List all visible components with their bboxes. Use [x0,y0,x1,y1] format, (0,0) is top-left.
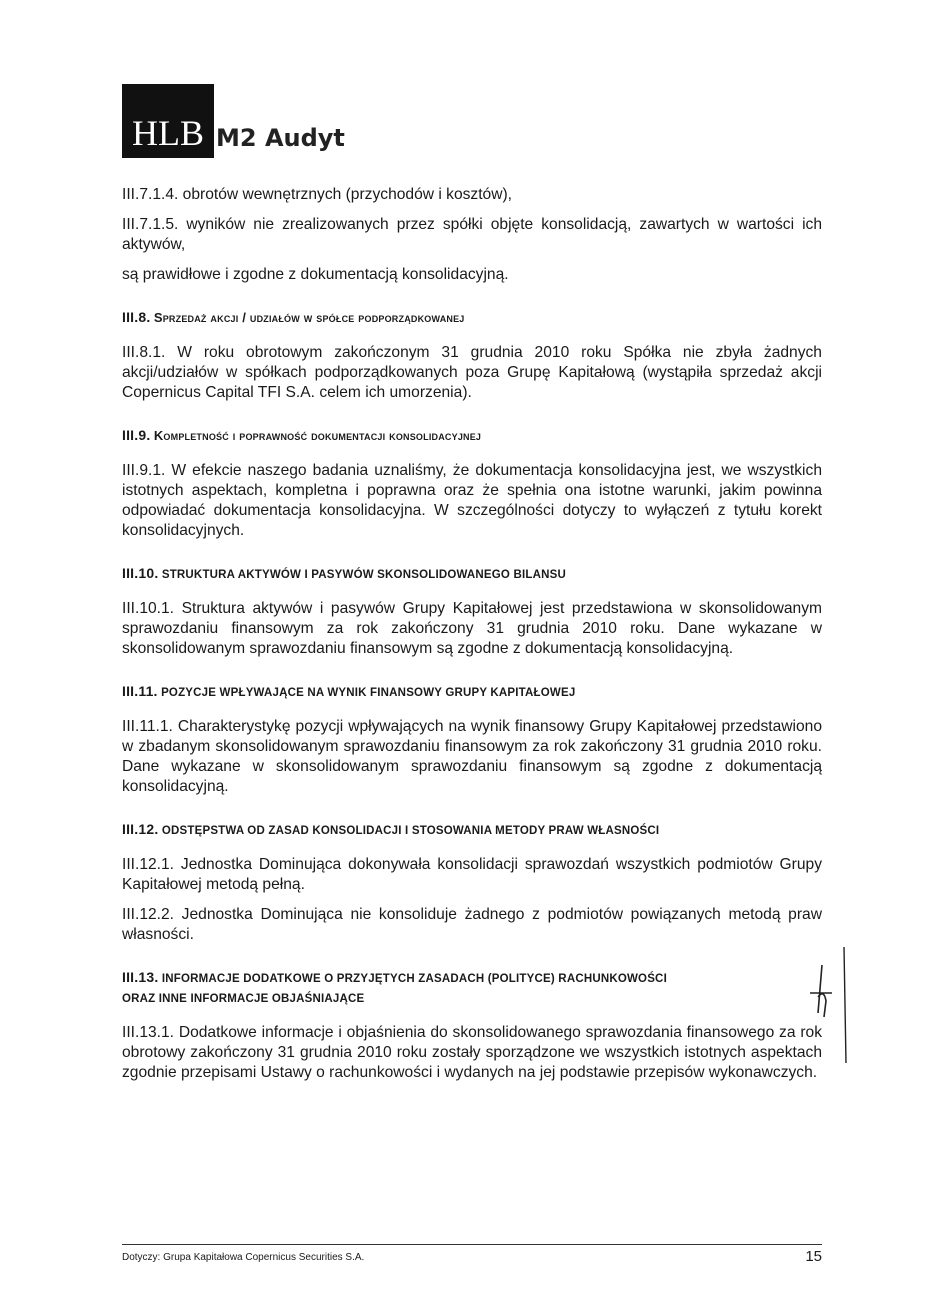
company-logo [122,84,345,158]
paragraph-III-7-1-4: III.7.1.4. obrotów wewnętrznych (przychodów i kosztów), [122,186,513,203]
paragraph: III.9.1. W efekcie naszego badania uznaliśmy, że dokumentacja konsolidacyjna jest, we wszystkich istotnych aspektach, kompletna i poprawna oraz że spełnia ona istotne warunki, jakim powinna odpowiadać dokumentacja konsolidacyjna. W szczególności dotyczy to wyłączeń z tytułu korekt konsolidacyjnych. [122,462,822,539]
paragraph: III.12.2. Jednostka Dominująca nie konsoliduje żadnego z podmiotów powiązanych metodą praw własności. [122,906,822,943]
logo-name: M2 Audyt [216,124,345,152]
document-body [122,185,822,1093]
section-heading: III.9. Kompletność i poprawność dokumentacji konsolidacyjnej [122,427,482,443]
logo-mark: HLB [122,84,214,158]
page-number: 15 [805,1248,822,1265]
section-III-11 [122,681,822,797]
paragraph-conclusion: są prawidłowe i zgodne z dokumentacją konsolidacyjną. [122,266,509,283]
section-III-9 [122,425,822,541]
signature-mark [800,945,860,1065]
section-heading: III.10. STRUKTURA AKTYWÓW I PASYWÓW SKONSOLIDOWANEGO BILANSU [122,565,566,581]
paragraph: III.10.1. Struktura aktywów i pasywów Grupy Kapitałowej jest przedstawiona w skonsolidowanym sprawozdaniu finansowym za rok zakończony 31 grudnia 2010 roku. Dane wykazane w skonsolidowanym sprawozdaniu finansowym są zgodne z dokumentacją konsolidacyjną. [122,600,822,657]
footer-divider [122,1244,822,1245]
paragraph: III.11.1. Charakterystykę pozycji wpływających na wynik finansowy Grupy Kapitałowej przedstawiono w zbadanym skonsolidowanym sprawozdaniu finansowym za rok zakończony 31 grudnia 2010 roku. Dane wykazane w skonsolidowanym sprawozdaniu finansowym są zgodne z dokumentacją konsolidacyjną. [122,718,822,795]
footer-text: Dotyczy: Grupa Kapitałowa Copernicus Securities S.A. [122,1252,365,1263]
page-footer [122,1244,822,1265]
section-heading: III.12. ODSTĘPSTWA OD ZASAD KONSOLIDACJI I STOSOWANIA METODY PRAW WŁASNOŚCI [122,821,660,837]
section-heading: III.11. POZYCJE WPŁYWAJĄCE NA WYNIK FINANSOWY GRUPY KAPITAŁOWEJ [122,683,576,699]
section-heading: III.13. INFORMACJE DODATKOWE O PRZYJĘTYCH ZASADACH (POLITYCE) RACHUNKOWOŚCI ORAZ INNE INFORMACJE OBJAŚNIAJĄCE [122,969,667,1005]
paragraph-III-7-1-5: III.7.1.5. wyników nie zrealizowanych przez spółki objęte konsolidacją, zawartych w wartości ich aktywów, [122,216,822,253]
section-III-12 [122,819,822,945]
paragraph: III.13.1. Dodatkowe informacje i objaśnienia do skonsolidowanego sprawozdania finansowego za rok obrotowy zakończony 31 grudnia 2010 roku zostały sporządzone we wszystkich istotnych aspektach zgodnie przepisami Ustawy o rachunkowości i wydanych na jej podstawie przepisów wykonawczych. [122,1024,822,1081]
section-heading: III.8. Sprzedaż akcji / udziałów w spółce podporządkowanej [122,309,465,325]
paragraph: III.8.1. W roku obrotowym zakończonym 31 grudnia 2010 roku Spółka nie zbyła żadnych akcji/udziałów w spółkach podporządkowanych poza Grupę Kapitałową (wystąpiła sprzedaż akcji Copernicus Capital TFI S.A. celem ich umorzenia). [122,344,822,401]
section-III-13 [122,967,822,1083]
section-III-10 [122,563,822,659]
paragraph: III.12.1. Jednostka Dominująca dokonywała konsolidacji sprawozdań wszystkich podmiotów Grupy Kapitałowej metodą pełną. [122,856,822,893]
section-III-8 [122,307,822,403]
